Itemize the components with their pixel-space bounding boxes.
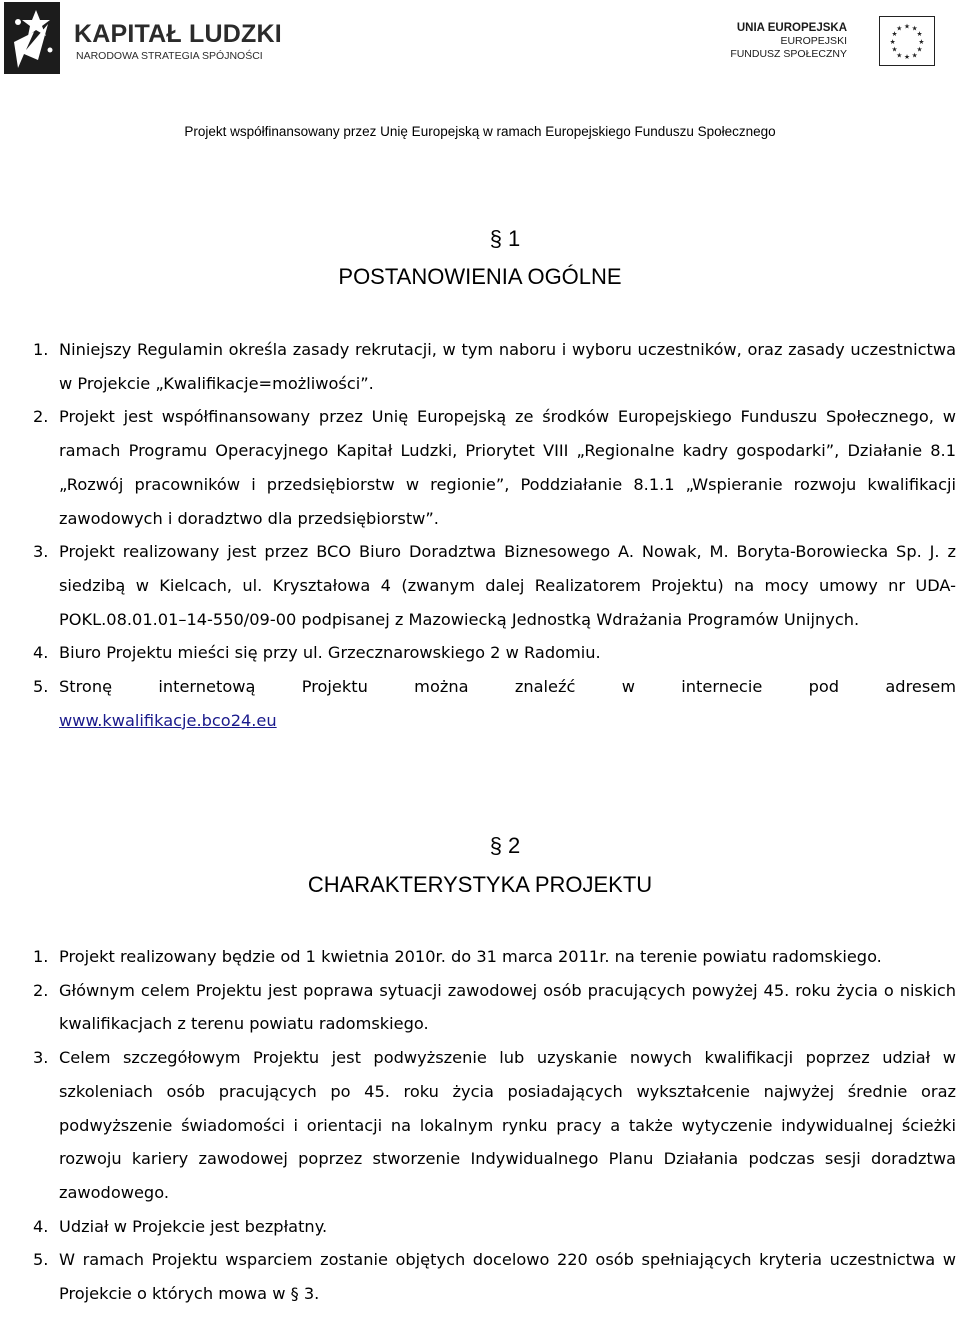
list-item-text: Projekt jest współfinansowany przez Unię Europejską ze środków Europejskiego Funduszu Społecznego, w ramach Programu Operacyjnego Kapitał Ludzki, Priorytet VIII „Regionalne kadry gospodarki”, Działanie 8.1 „Rozwój pracowników i przedsiębiorstw w regionie”, Poddziałanie 8.1.1 „Wspieranie rozwoju kwalifikacji zawodowych i doradztwo dla przedsiębiorstw”. xyxy=(59,407,956,528)
svg-text:★: ★ xyxy=(903,22,911,31)
section-1-number: § 1 xyxy=(489,226,521,251)
page-header xyxy=(0,0,960,139)
list-item xyxy=(0,974,956,1041)
svg-text:★: ★ xyxy=(891,30,898,39)
svg-text:★: ★ xyxy=(903,53,911,62)
section-2-list xyxy=(0,940,960,1311)
list-item-text: Głównym celem Projektu jest poprawa sytuacji zawodowej osób pracujących powyżej 45. roku życia o niskich kwalifikacjach z terenu powiatu radomskiego. xyxy=(59,980,956,1034)
list-item-text: Celem szczegółowym Projektu jest podwyższenie lub uzyskanie nowych kwalifikacji poprzez udział w szkoleniach osób pracujących po 45. roku życia posiadających wykształcenie najwyżej średnie oraz podwyższenie świadomości i orientacji na lokalnym rynku pracy a także wytyczenie indywidualnej ścieżki rozwoju kariery zawodowej poprzez stworzenie Indywidualnego Planu Działania podczas sesji doradztwa zawodowego. xyxy=(59,1048,956,1202)
svg-text:★: ★ xyxy=(889,37,896,46)
list-item-text: Projekt realizowany jest przez BCO Biuro Doradztwa Biznesowego A. Nowak, M. Boryta-Borowiecka Sp. J. z siedzibą w Kielcach, ul. Kryształowa 4 (zwanym dalej Realizatorem Projektu) na mocy umowy nr UDA-POKL.08.01.01–14-550/09-00 podpisanej z Mazowiecką Jednostką Wdrażania Programów Unijnych. xyxy=(59,542,956,629)
svg-text:★: ★ xyxy=(911,51,918,60)
kapital-ludzki-logo xyxy=(4,2,282,74)
svg-text:★: ★ xyxy=(891,45,898,54)
kapital-ludzki-title: KAPITAŁ LUDZKI xyxy=(74,20,282,48)
list-item-text: Udział w Projekcie jest bezpłatny. xyxy=(59,1216,328,1236)
list-item xyxy=(0,1041,956,1210)
list-item-number: 1. xyxy=(33,340,49,359)
section-1-title: POSTANOWIENIA OGÓLNE xyxy=(338,264,622,289)
list-item xyxy=(0,1210,956,1244)
project-website-link[interactable]: www.kwalifikacje.bco24.eu xyxy=(59,710,277,730)
list-item-number: 4. xyxy=(33,1216,49,1236)
list-item-text: Stronę internetową Projektu można znaleźć w internecie pod adresem xyxy=(59,677,956,697)
list-item-number: 5. xyxy=(33,1250,49,1270)
kapital-ludzki-subtitle: NARODOWA STRATEGIA SPÓJNOŚCI xyxy=(76,50,263,62)
section-2-number: § 2 xyxy=(489,833,521,858)
list-item-text: Projekt realizowany będzie od 1 kwietnia 2010r. do 31 marca 2011r. na terenie powiatu radomskiego. xyxy=(59,947,882,966)
list-item xyxy=(0,1243,956,1310)
eu-logo-line2: EUROPEJSKI xyxy=(780,35,847,47)
list-item-number: 5. xyxy=(33,677,49,697)
list-item xyxy=(0,535,956,636)
svg-text:★: ★ xyxy=(911,24,918,33)
cofinancing-statement: Projekt współfinansowany przez Unię Europejską w ramach Europejskiego Funduszu Społecznego xyxy=(184,124,776,139)
star-logo-icon xyxy=(4,2,60,74)
eu-logo-line1: UNIA EUROPEJSKA xyxy=(736,22,847,34)
list-item xyxy=(0,670,956,737)
list-item-text: W ramach Projektu wsparciem zostanie objętych docelowo 220 osób spełniających kryteria uczestnictwa w Projekcie o których mowa w § 3. xyxy=(59,1250,956,1304)
list-item-number: 1. xyxy=(33,947,49,966)
list-item-number: 3. xyxy=(33,542,49,562)
svg-text:★: ★ xyxy=(916,45,923,54)
list-item xyxy=(0,636,956,670)
list-item xyxy=(0,400,956,535)
svg-text:★: ★ xyxy=(896,24,903,33)
eu-logo-line3: FUNDUSZ SPOŁECZNY xyxy=(730,48,847,60)
list-item xyxy=(0,333,956,400)
list-item-number: 2. xyxy=(33,407,49,427)
list-item-text: Biuro Projektu mieści się przy ul. Grzecznarowskiego 2 w Radomiu. xyxy=(59,643,601,663)
list-item-number: 2. xyxy=(33,980,49,1000)
svg-text:★: ★ xyxy=(916,30,923,39)
eu-stars-flag-icon xyxy=(879,16,935,66)
list-item-number: 4. xyxy=(33,643,49,663)
list-item xyxy=(0,940,956,974)
eu-logo-text xyxy=(730,22,847,61)
svg-text:★: ★ xyxy=(918,37,925,46)
section-2-title: CHARAKTERYSTYKA PROJEKTU xyxy=(307,872,653,897)
list-item-number: 3. xyxy=(33,1048,49,1068)
eu-logo xyxy=(730,14,935,70)
section-1-list xyxy=(0,333,960,737)
list-item-text: Niniejszy Regulamin określa zasady rekrutacji, w tym naboru i wyboru uczestników, oraz zasady uczestnictwa w Projekcie „Kwalifikacje=możliwości”. xyxy=(59,340,956,393)
svg-text:★: ★ xyxy=(896,51,903,60)
